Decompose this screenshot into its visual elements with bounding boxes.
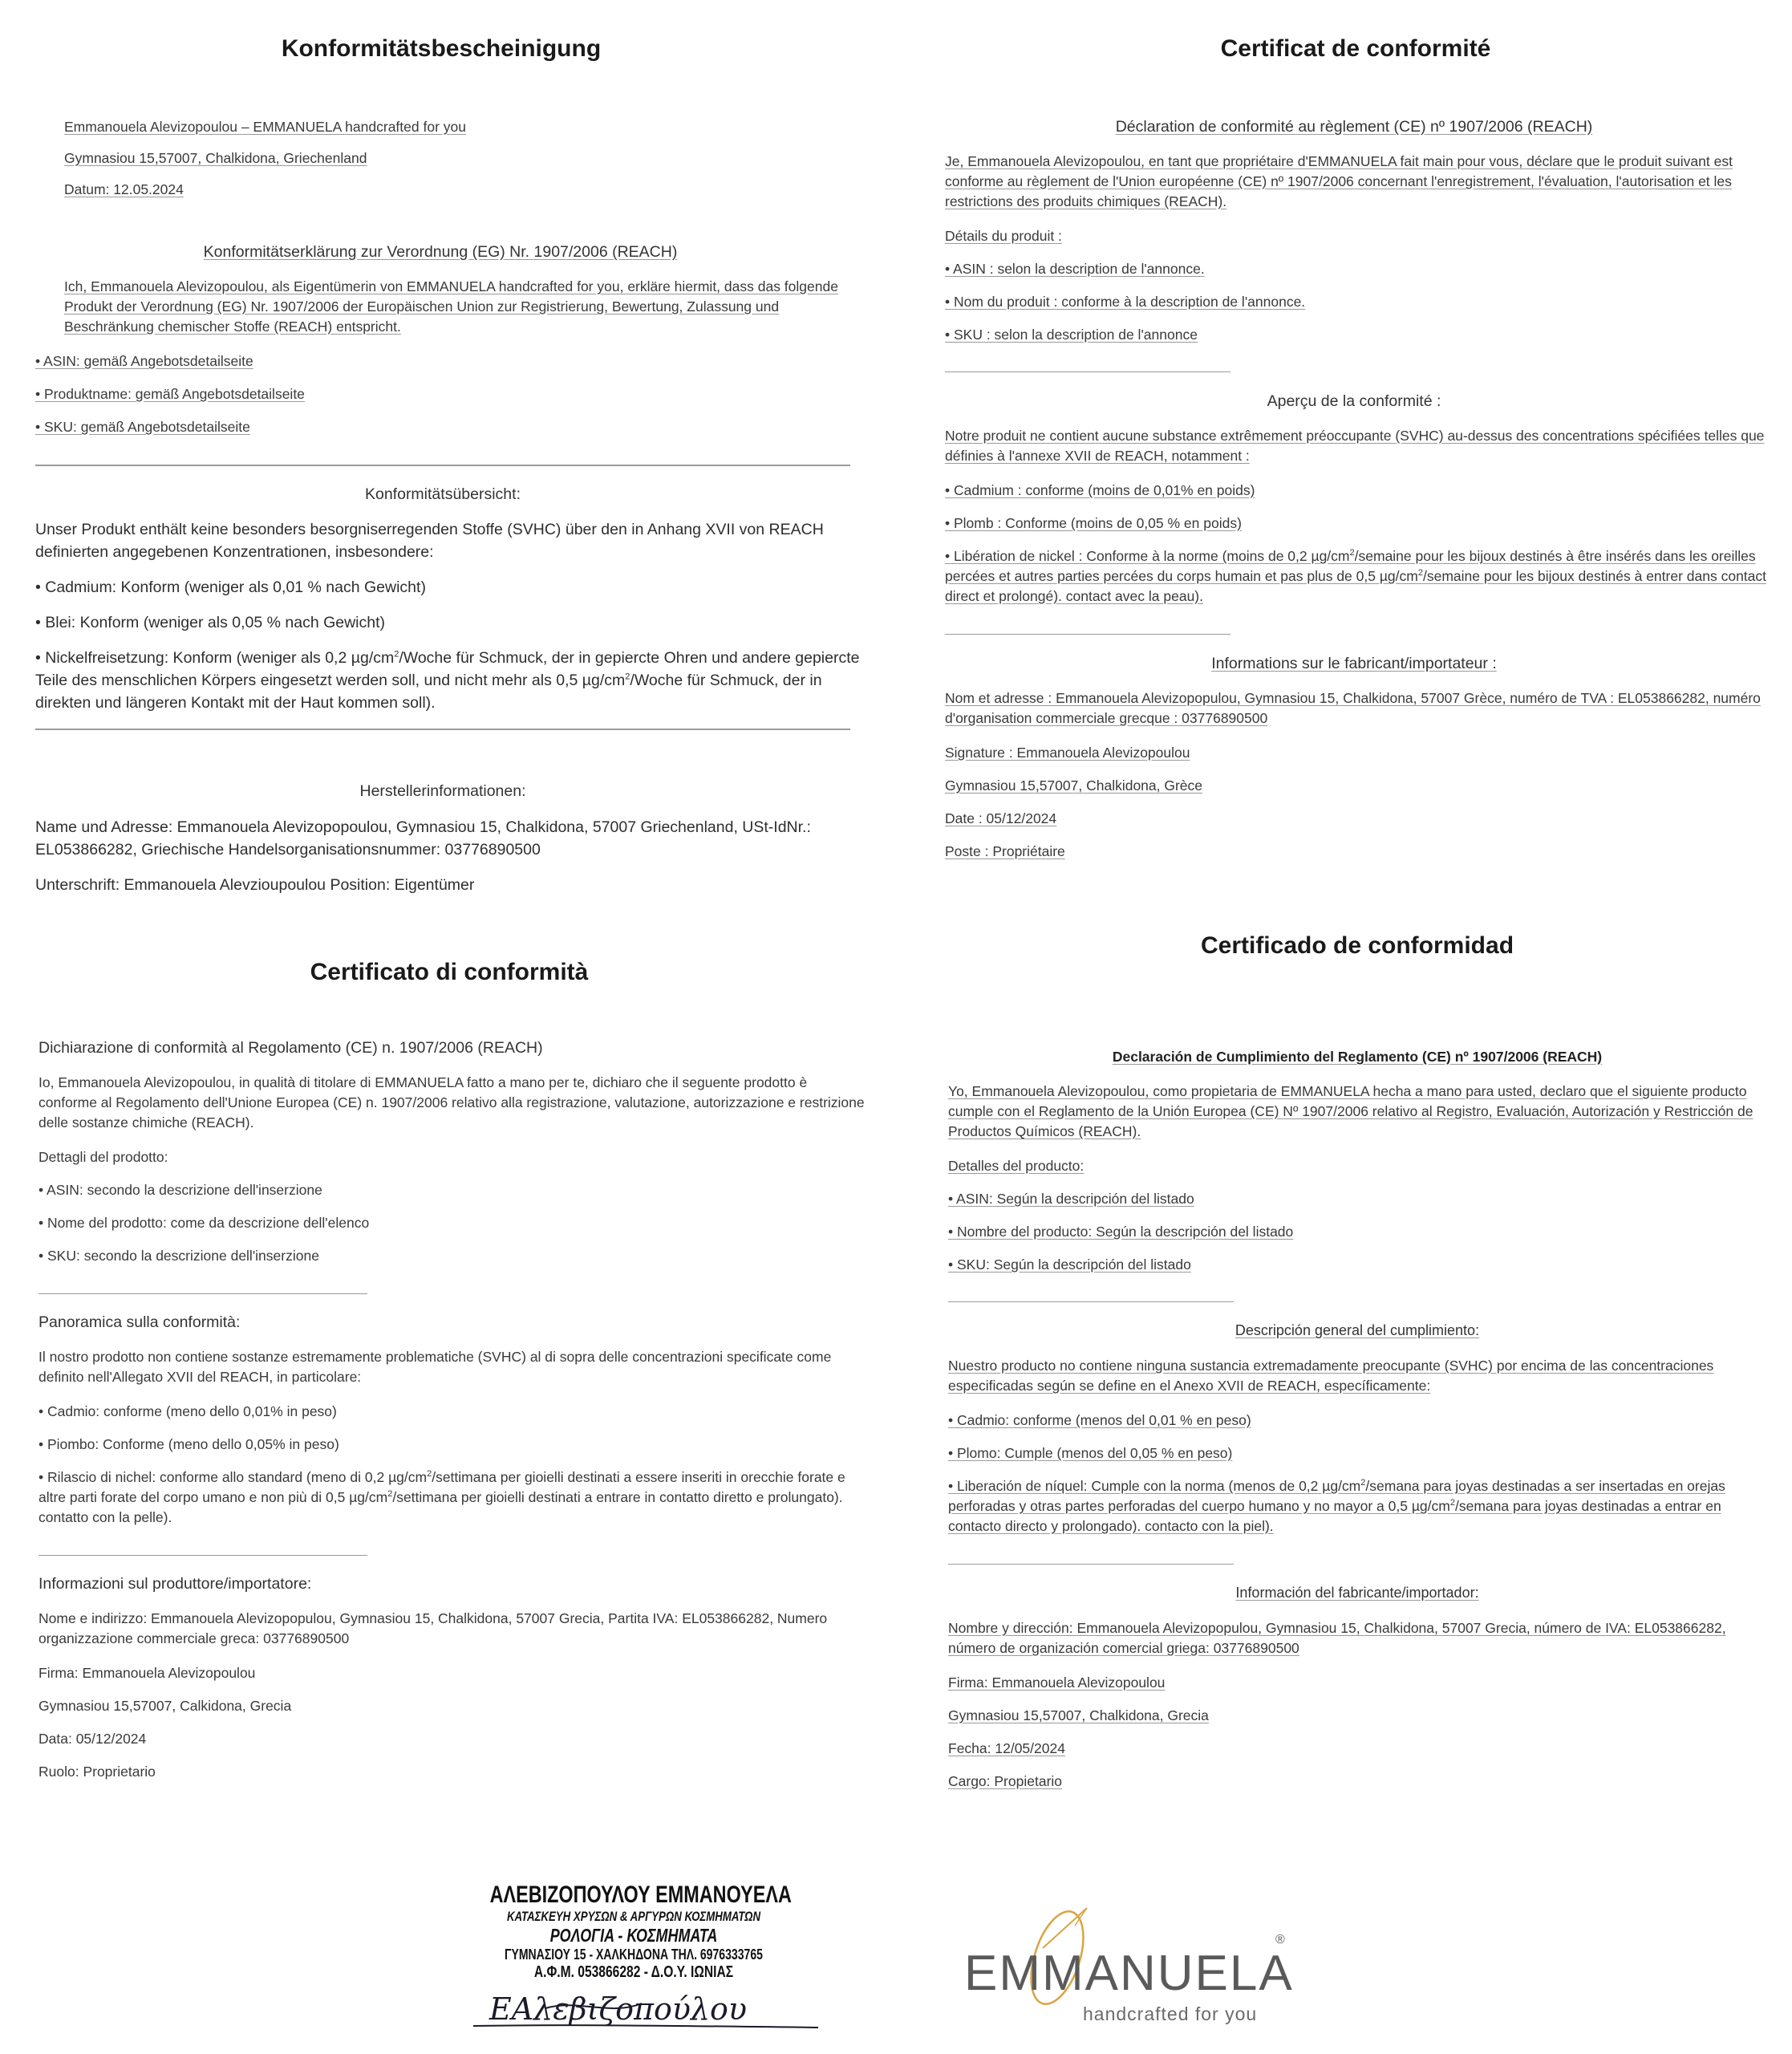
- it-heading: Dichiarazione di conformità al Regolamento (CE) n. 1907/2006 (REACH): [39, 1039, 543, 1057]
- es-lead: • Plomo: Cumple (menos del 0,05 % en peso): [948, 1445, 1233, 1461]
- de-date: Datum: 12.05.2024: [64, 181, 184, 197]
- fr-product-name: • Nom du produit : conforme à la description de l'annonce.: [945, 294, 1306, 310]
- de-intro: Ich, Emmanouela Alevizopoulou, als Eigentümerin von EMMANUELA handcrafted for you, erkläre hiermit, dass das folgende Produkt der Verordnung (EG) Nr. 1907/2006 der Europäischen Union zur Registrierung, Bewertung, Zulassung und Beschränkung chemischer Stoffe (REACH) entspricht.: [64, 278, 838, 335]
- es-nickel: [948, 1476, 1774, 1536]
- es-nickel-sup-2: 2: [1449, 1498, 1455, 1508]
- it-overview-text: Il nostro prodotto non contiene sostanze estremamente problematiche (SVHC) al di sopra delle concentrazioni specificate come definito nell'Allegato XVII del REACH, in particolare:: [39, 1349, 832, 1385]
- es-sku: • SKU: Según la descripción del listado: [948, 1256, 1191, 1273]
- logo-tagline: handcrafted for you: [1083, 2003, 1258, 2024]
- es-title: Certificado de conformidad: [1200, 932, 1514, 959]
- it-signature: Firma: Emmanouela Alevizopoulou: [39, 1665, 256, 1681]
- logo-graphic: [955, 1902, 1299, 2030]
- it-nickel-part-c: /settimana per gioielli destinati a entrare in contatto diretto e prolungato). contatto con la pelle).: [39, 1489, 843, 1525]
- de-name-address: Name und Adresse: Emmanouela Alevizopopoulou, Gymnasiou 15, Chalkidona, 57007 Griechenland, USt-IdNr.: EL053866282, Griechische Handelsorganisationsnummer: 03776890500: [35, 818, 811, 859]
- es-nickel-sup-1: 2: [1360, 1478, 1366, 1488]
- es-date: Fecha: 12/05/2024: [948, 1740, 1065, 1756]
- fr-name-address: Nom et adresse : Emmanouela Alevizopopulou, Gymnasiou 15, Chalkidona, 57007 Grèce, numéro de TVA : EL053866282, numéro d'organisation commerciale grecque : 03776890500: [945, 690, 1761, 726]
- es-asin: • ASIN: Según la descripción del listado: [948, 1191, 1194, 1207]
- it-product-name: • Nome del prodotto: come da descrizione dell'elenco: [39, 1215, 370, 1231]
- it-nickel: [39, 1467, 865, 1528]
- logo-registered-mark: ®: [1275, 1933, 1285, 1946]
- company-stamp: [449, 1881, 818, 2034]
- it-nickel-part-a: • Rilascio di nichel: conforme allo standard (meno di 0,2 µg/cm: [39, 1469, 428, 1485]
- fr-asin: • ASIN : selon la description de l'annonce.: [945, 261, 1205, 277]
- it-nickel-sup-2: 2: [387, 1489, 393, 1500]
- de-nickel-part-c: /Woche für Schmuck, der in direkten und längeren Kontakt mit der Haut kommen soll).: [35, 672, 822, 712]
- fr-details: Détails du produit :: [945, 228, 1062, 244]
- es-signature: Firma: Emmanouela Alevizopoulou: [948, 1674, 1166, 1691]
- fr-nickel-part-c: /semaine pour les bijoux destinés à entrer dans contact direct et prolongé). contact avec la peau).: [945, 568, 1767, 604]
- it-cadmium: • Cadmio: conforme (meno dello 0,01% in peso): [39, 1403, 337, 1419]
- it-divider-2: [39, 1555, 367, 1556]
- handwritten-signature: [449, 1992, 818, 2031]
- fr-cadmium: • Cadmium : conforme (moins de 0,01% en poids): [945, 482, 1255, 498]
- fr-sku: • SKU : selon la description de l'annonce: [945, 327, 1198, 343]
- es-divider-1: [948, 1301, 1234, 1302]
- de-nickel-sup-1: 2: [394, 649, 399, 660]
- de-divider-2: [35, 729, 850, 730]
- stamp-line-4: ΓΥΜΝΑΣΙΟΥ 15 - ΧΑΛΚΗΔΟΝΑ ΤΗΛ. 6976333765: [505, 1946, 763, 1963]
- fr-heading: Déclaration de conformité au règlement (CE) nº 1907/2006 (REACH): [1115, 118, 1593, 136]
- de-product-name: • Produktname: gemäß Angebotsdetailseite: [35, 386, 305, 402]
- de-nickel-sup-2: 2: [625, 672, 630, 682]
- de-asin: • ASIN: gemäß Angebotsdetailseite: [35, 353, 253, 369]
- es-divider-2: [948, 1564, 1234, 1565]
- fr-position: Poste : Propriétaire: [945, 843, 1065, 859]
- it-sku: • SKU: secondo la descrizione dell'inserzione: [39, 1248, 319, 1264]
- de-divider-1: [35, 465, 850, 466]
- de-lead: • Blei: Konform (weniger als 0,05 % nach Gewicht): [35, 614, 386, 631]
- it-divider-1: [39, 1293, 367, 1294]
- de-title: Konformitätsbescheinigung: [281, 35, 602, 62]
- fr-address: Gymnasiou 15,57007, Chalkidona, Grèce: [945, 777, 1203, 794]
- de-overview-heading: Konformitätsübersicht:: [364, 485, 521, 503]
- es-cadmium: • Cadmio: conforme (menos del 0,01 % en peso): [948, 1412, 1251, 1428]
- de-manufacturer-heading: Herstellerinformationen:: [359, 782, 526, 800]
- signature-scribble: EAλεβιζοπούλου: [489, 1992, 748, 2027]
- it-position: Ruolo: Proprietario: [39, 1764, 156, 1780]
- it-title: Certificato di conformità: [310, 959, 589, 985]
- fr-overview-text: Notre produit ne contient aucune substance extrêmement préoccupante (SVHC) au-dessus des concentrations spécifiées telles que définies à l'annexe XVII de REACH, notamment :: [945, 428, 1765, 464]
- fr-title: Certificat de conformité: [1220, 35, 1491, 62]
- it-intro: Io, Emmanouela Alevizopoulou, in qualità di titolare di EMMANUELA fatto a mano per te, dichiaro che il seguente prodotto è conforme al Regolamento dell'Unione Europea (CE) n. 1907/2006 relativo alla registrazione, valutazione, autorizzazione e restrizione delle sostanze chimiche (REACH).: [39, 1074, 865, 1131]
- es-product-name: • Nombre del producto: Según la descripción del listado: [948, 1224, 1294, 1240]
- it-date: Data: 05/12/2024: [39, 1731, 147, 1747]
- stamp-line-1: ΑΛΕΒΙΖΟΠΟΥΛΟΥ ΕΜΜΑΝΟΥΕΛΑ: [489, 1881, 792, 1908]
- fr-nickel-part-a: • Libération de nickel : Conforme à la norme (moins de 0,2 µg/cm: [945, 548, 1350, 564]
- de-signature: Unterschrift: Emmanouela Alevzioupoulou Position: Eigentümer: [35, 876, 475, 894]
- de-heading: Konformitätserklärung zur Verordnung (EG) Nr. 1907/2006 (REACH): [203, 243, 678, 261]
- de-address: Gymnasiou 15,57007, Chalkidona, Griechenland: [64, 150, 367, 166]
- it-address: Gymnasiou 15,57007, Calkidona, Grecia: [39, 1698, 292, 1714]
- de-cadmium: • Cadmium: Konform (weniger als 0,01 % nach Gewicht): [35, 578, 426, 596]
- de-nickel-part-a: • Nickelfreisetzung: Konform (weniger als 0,2 µg/cm: [35, 649, 395, 667]
- stamp-line-5: Α.Φ.Μ. 053866282 - Δ.Ο.Υ. ΙΩΝΙΑΣ: [533, 1963, 734, 1981]
- it-manufacturer-heading: Informazioni sul produttore/importatore:: [39, 1575, 312, 1593]
- fr-signature: Signature : Emmanouela Alevizopoulou: [945, 745, 1190, 761]
- it-overview-heading: Panoramica sulla conformità:: [39, 1313, 241, 1331]
- fr-nickel-part-b: /semaine pour les bijoux destinés à être insérés dans les oreilles percées et autres parties percées du corps humain et pas plus de 0,5 µg/cm: [945, 548, 1756, 584]
- de-issuer: Emmanouela Alevizopoulou – EMMANUELA handcrafted for you: [64, 119, 466, 135]
- fr-nickel: [945, 546, 1771, 607]
- de-overview-text: Unser Produkt enthält keine besonders besorgniserregenden Stoffe (SVHC) über den in Anhang XVII von REACH definierten angegebenen Konzentrationen, insbesondere:: [35, 521, 824, 561]
- es-address: Gymnasiou 15,57007, Chalkidona, Grecia: [948, 1707, 1209, 1723]
- es-nickel-part-c: /semana para joyas destinadas a entrar en contacto directo y prolongado). contacto con la piel).: [948, 1498, 1721, 1534]
- es-overview-text: Nuestro producto no contiene ninguna sustancia extremadamente preocupante (SVHC) por encima de las concentraciones especificadas según se define en el Anexo XVII de REACH, específicamente:: [948, 1358, 1714, 1394]
- emmanuela-logo: [955, 1902, 1299, 2030]
- logo-spark-icon: [1043, 1908, 1087, 1948]
- it-details: Dettagli del prodotto:: [39, 1149, 168, 1165]
- it-asin: • ASIN: secondo la descrizione dell'inserzione: [39, 1182, 322, 1198]
- es-manufacturer-heading: Información del fabricante/importador:: [1235, 1585, 1479, 1601]
- it-name-address: Nome e indirizzo: Emmanouela Alevizopopulou, Gymnasiou 15, Chalkidona, 57007 Grecia, Partita IVA: EL053866282, Numero organizzazione commerciale greca: 03776890500: [39, 1610, 828, 1646]
- es-nickel-part-a: • Liberación de níquel: Cumple con la norma (menos de 0,2 µg/cm: [948, 1478, 1361, 1494]
- es-heading: Declaración de Cumplimiento del Reglamento (CE) nº 1907/2006 (REACH): [1112, 1049, 1603, 1065]
- fr-divider-2: [945, 634, 1230, 635]
- es-intro: Yo, Emmanouela Alevizopoulou, como propietaria de EMMANUELA hecha a mano para usted, declaro que el siguiente producto cumple con el Reglamento de la Unión Europea (CE) Nº 1907/2006 relativo al Registro, Evaluación, Autorización y Restricción de Productos Químicos (REACH).: [948, 1083, 1753, 1139]
- stamp-line-2: ΚΑΤΑΣΚΕΥΗ ΧΡΥΣΩΝ & ΑΡΓΥΡΩΝ ΚΟΣΜΗΜΑΤΩΝ: [506, 1909, 761, 1924]
- it-nickel-sup-1: 2: [427, 1469, 432, 1480]
- es-overview-heading: Descripción general del cumplimiento:: [1235, 1322, 1480, 1338]
- es-nickel-part-b: /semana para joyas destinadas a ser insertadas en orejas perforadas y otras partes perforadas del cuerpo humano y no mayor a 0,5 µg/cm: [948, 1478, 1725, 1514]
- fr-divider-1: [945, 371, 1230, 372]
- fr-nickel-sup-1: 2: [1349, 548, 1355, 558]
- fr-manufacturer-heading: Informations sur le fabricant/importateur :: [1211, 655, 1497, 672]
- stamp-line-3: ΡΟΛΟΓΙΑ - ΚΟΣΜΗΜΑΤΑ: [549, 1925, 718, 1946]
- es-position: Cargo: Propietario: [948, 1773, 1063, 1789]
- fr-nickel-sup-2: 2: [1417, 568, 1423, 578]
- fr-intro: Je, Emmanouela Alevizopoulou, en tant que propriétaire d'EMMANUELA fait main pour vous, déclare que le produit suivant est conforme au règlement de l'Union européenne (CE) nº 1907/2006 concernant l'enregistrement, l'évaluation, l'autorisation et les restrictions des produits chimiques (REACH).: [945, 153, 1733, 209]
- it-lead: • Piombo: Conforme (meno dello 0,05% in peso): [39, 1436, 339, 1452]
- de-sku: • SKU: gemäß Angebotsdetailseite: [35, 419, 250, 435]
- fr-date: Date : 05/12/2024: [945, 810, 1057, 826]
- es-details: Detalles del producto:: [948, 1158, 1085, 1174]
- de-nickel: [35, 647, 862, 714]
- logo-wordmark: EMMANUELA: [964, 1946, 1294, 2001]
- fr-overview-heading: Aperçu de la conformité :: [1267, 392, 1441, 410]
- de-nickel-part-b: /Woche für Schmuck, der in gepiercte Ohren und andere gepiercte Teile des menschlichen Körpers eingesetzt werden soll, und nicht mehr als 0,5 µg/cm: [35, 649, 860, 689]
- fr-lead: • Plomb : Conforme (moins de 0,05 % en poids): [945, 515, 1242, 531]
- es-name-address: Nombre y dirección: Emmanouela Alevizopopulou, Gymnasiou 15, Chalkidona, 57007 Grecia, número de IVA: EL053866282, número de organización comercial griega: 03776890500: [948, 1620, 1726, 1656]
- it-nickel-part-b: /settimana per gioielli destinati a essere inseriti in orecchie forate e altre parti forate del corpo umano e non più di 0,5 µg/cm: [39, 1469, 845, 1505]
